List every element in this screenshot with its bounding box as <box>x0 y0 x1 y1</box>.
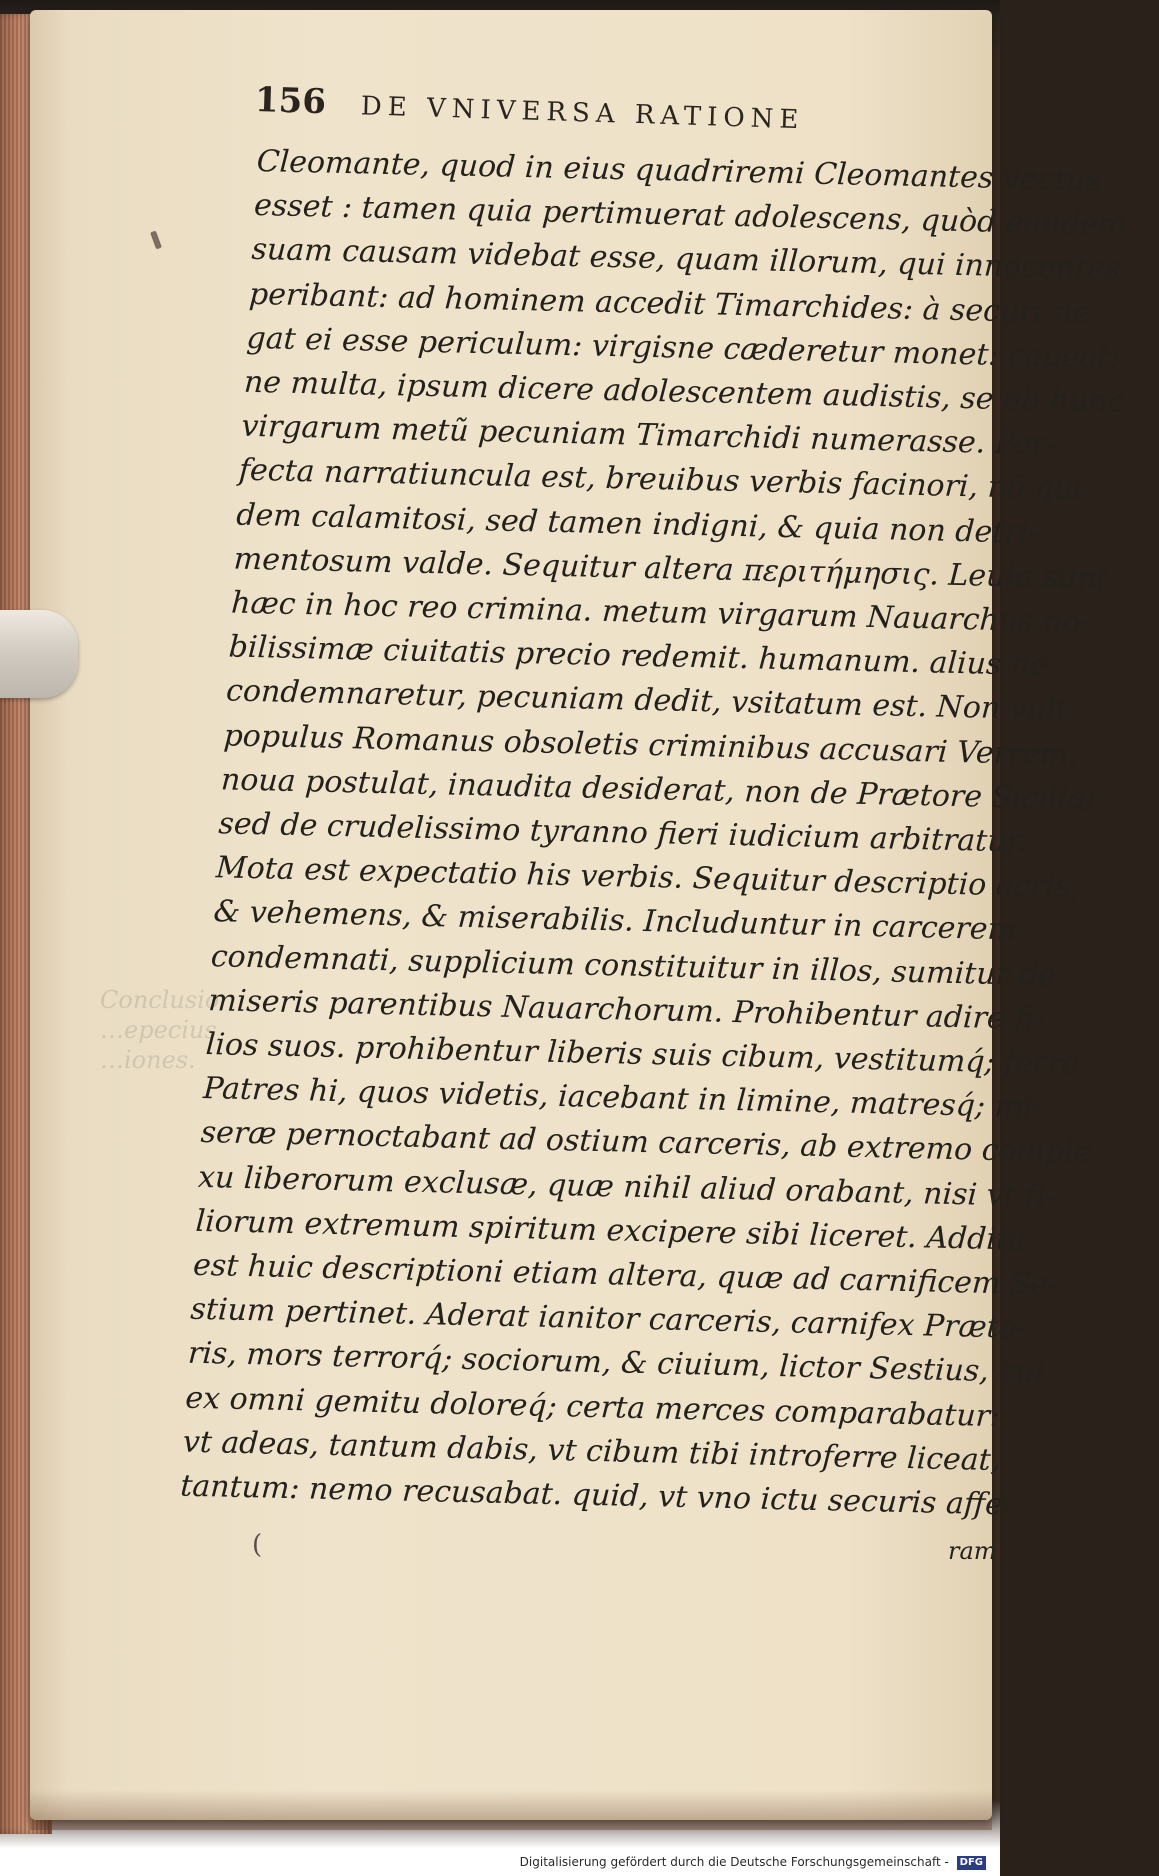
text-line: condemnati, supplicium constituitur in illos, sumitur de <box>209 938 1058 993</box>
text-line: est huic descriptioni etiam altera, quæ ad carnificem Se- <box>192 1247 1060 1303</box>
text-line: fecta narratiuncula est, breuibus verbis facinori, nõ qui- <box>237 453 1094 508</box>
text-line: gat ei esse periculum: virgisne cæderetur monet: caueat: <box>245 320 1121 376</box>
text-line: peribant: ad hominem accedit Timarchides: à securi ne- <box>248 276 1102 331</box>
text-line: condemnaretur, pecuniam dedit, vsitatum est. Non vult <box>225 673 1069 728</box>
text-line: Cleomante, quod in eius quadriremi Cleomantes vectus <box>255 143 1103 199</box>
text-line: noua postulat, inaudita desiderat, non de Prætore Siciliæ, <box>220 762 1107 818</box>
stray-mark: ( <box>252 1530 263 1560</box>
text-line: populus Romanus obsoletis criminibus accusari Verrem, <box>222 718 1080 773</box>
text-line: ne multa, ipsum dicere adolescentem audistis, se ob hunc <box>243 364 1126 420</box>
bleed-through-text: Conclusio …epecius …iones. <box>100 986 220 1074</box>
text-line: virgarum metũ pecuniam Timarchidi numerasse. Per- <box>240 408 1057 463</box>
catchword: ram <box>948 1537 997 1565</box>
text-line: hæc in hoc reo crimina. metum virgarum Nauarchus no- <box>230 585 1092 641</box>
text-line: mentosum valde. Sequitur altera περιτήμησις. Leuia sunt <box>232 541 1110 597</box>
text-line: sed de crudelissimo tyranno fieri iudicium arbitratur. <box>217 806 1029 860</box>
text-line: ris, mors terrorq́; sociorum, & ciuium, lictor Sestius, cui <box>187 1336 1046 1391</box>
page-number: 156 <box>254 80 327 123</box>
body-text <box>179 140 1128 1526</box>
text-line: esset : tamen quia pertimuerat adolescens, quòd eandem <box>253 188 1128 243</box>
text-line: seræ pernoctabant ad ostium carceris, ab extremo comple- <box>199 1115 1103 1171</box>
text-line: lios suos. prohibentur liberis suis cibum, vestitumq́; ferre. <box>204 1027 1091 1083</box>
text-line: Mota est expectatio his verbis. Sequitur descriptio acris, <box>215 850 1081 906</box>
digitization-credit <box>0 1848 1000 1876</box>
text-line: liorum extremum spiritum excipere sibi liceret. Addita <box>194 1203 1027 1258</box>
text-line: Patres hi, quos videtis, iacebant in limine, matresq́; mi- <box>202 1071 1044 1126</box>
text-line: vt adeas, tantum dabis, vt cibum tibi introferre liceat, <box>181 1424 1002 1479</box>
page-bottom-shadow <box>30 1790 992 1830</box>
page-weight-clasp <box>0 610 78 698</box>
text-line: xu liberorum exclusæ, quæ nihil aliud orabant, nisi vt fi- <box>197 1159 1057 1215</box>
text-line: suam causam videbat esse, quam illorum, qui innocentes <box>250 232 1122 287</box>
running-title: DE VNIVERSA RATIONE <box>360 91 805 136</box>
text-line: ex omni gemitu doloreq́; certa merces comparabatur: <box>184 1380 1002 1434</box>
text-line: stium pertinet. Aderat ianitor carceris, carnifex Præto- <box>189 1292 1028 1347</box>
text-line: miseris parentibus Nauarchorum. Prohibentur adire fi- <box>207 982 1046 1037</box>
text-line: & vehemens, & miserabilis. Includuntur in carcerem <box>212 894 1017 948</box>
credit-text: Digitalisierung gefördert durch die Deutsche Forschungsgemeinschaft - <box>519 1855 949 1869</box>
text-line: dem calamitosi, sed tamen indigni, & quia non detri- <box>235 497 1040 551</box>
text-line: tantum: nemo recusabat. quid, vt vno ictu securis affe- <box>179 1468 1015 1523</box>
text-line: bilissimæ ciuitatis precio redemit. humanum. alius ne <box>227 629 1050 684</box>
dfg-logo[interactable]: DFG <box>957 1856 986 1870</box>
